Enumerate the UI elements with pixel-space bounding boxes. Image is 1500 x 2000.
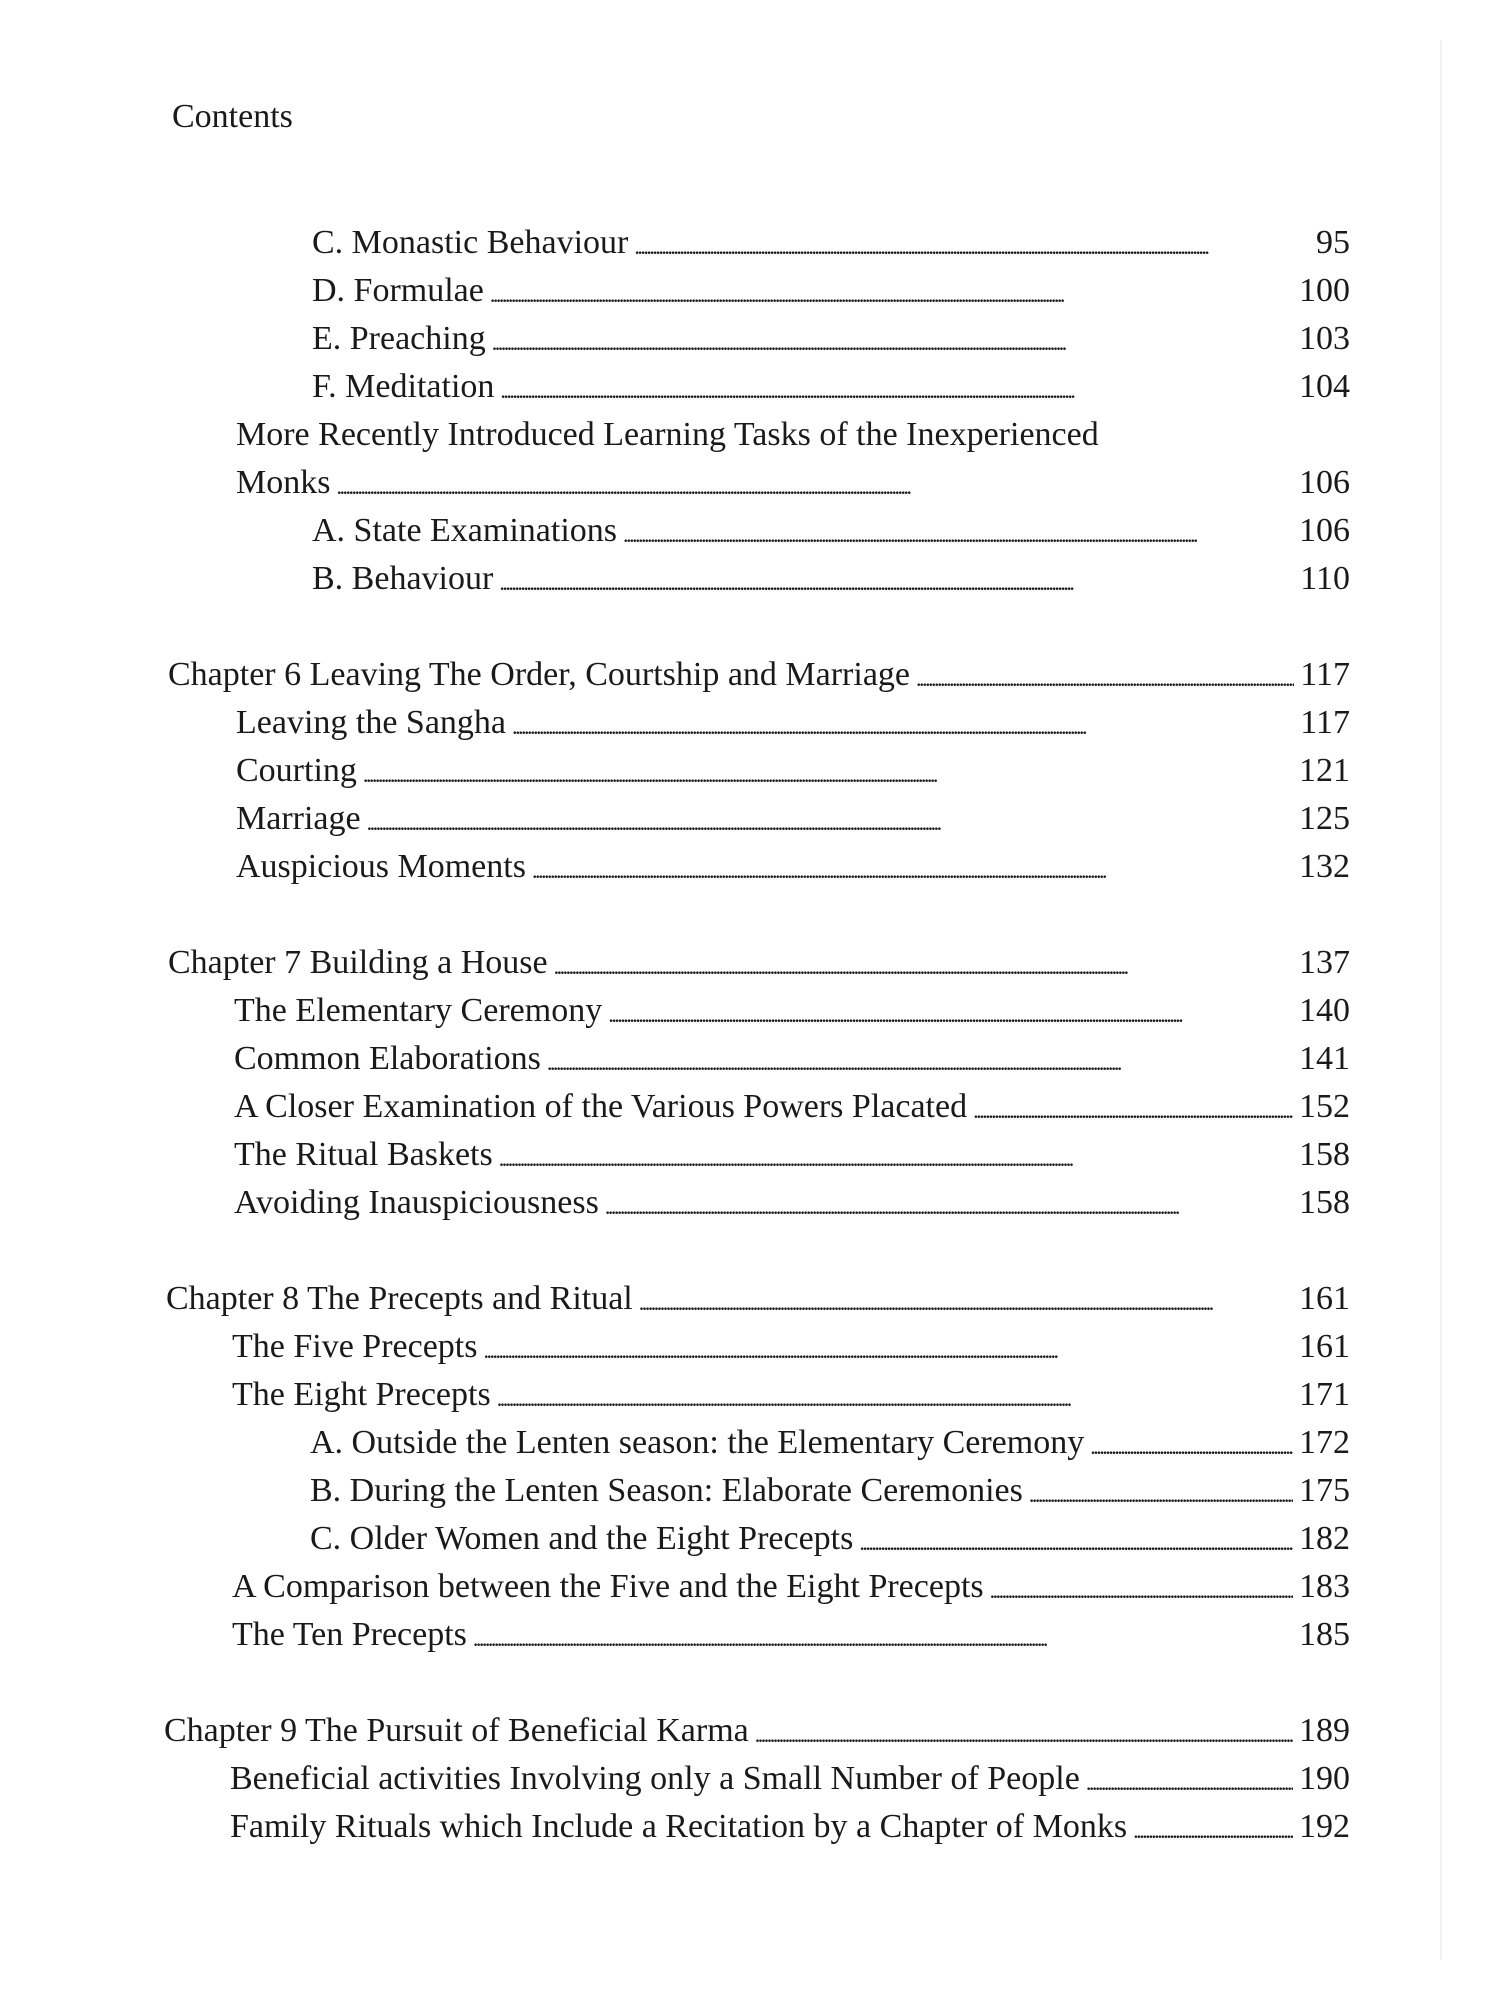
toc-leader bbox=[336, 473, 1293, 504]
toc-chapter-title: Chapter 9 The Pursuit of Beneficial Karma bbox=[164, 1712, 749, 1749]
toc-leader bbox=[499, 569, 1294, 600]
toc-leader bbox=[554, 953, 1293, 984]
toc-entry-title: A. State Examinations bbox=[312, 512, 618, 549]
toc-chapter-title: Chapter 7 Building a House bbox=[168, 944, 548, 981]
toc-entry bbox=[234, 1090, 1350, 1127]
toc-chapter-title: Chapter 6 Leaving The Order, Courtship and Marriage bbox=[168, 656, 911, 693]
toc-entry bbox=[236, 754, 1350, 791]
toc-leader bbox=[484, 1337, 1294, 1368]
toc-entry bbox=[234, 1186, 1350, 1223]
toc-entry bbox=[232, 1570, 1350, 1607]
toc-entry-page: 192 bbox=[1299, 1808, 1350, 1845]
toc-leader bbox=[367, 809, 1293, 840]
toc-entry bbox=[234, 994, 1350, 1031]
toc-entry-title: The Eight Precepts bbox=[232, 1376, 491, 1413]
toc-entry-title: Leaving the Sangha bbox=[236, 704, 507, 741]
toc-entry-title: C. Monastic Behaviour bbox=[312, 224, 629, 261]
toc-leader bbox=[492, 329, 1293, 360]
toc-chapter bbox=[166, 1282, 1350, 1319]
toc-entry-page: 103 bbox=[1299, 320, 1350, 357]
toc-leader bbox=[473, 1625, 1293, 1656]
toc-chapter bbox=[168, 658, 1350, 695]
toc-entry bbox=[312, 274, 1350, 311]
toc-entry-title: The Ritual Baskets bbox=[234, 1136, 493, 1173]
toc-entry-page: 171 bbox=[1299, 1376, 1350, 1413]
toc-entry-title: Auspicious Moments bbox=[236, 848, 526, 885]
toc-entry-title: F. Meditation bbox=[312, 368, 495, 405]
toc-entry-title: Family Rituals which Include a Recitation by a Chapter of Monks bbox=[230, 1808, 1128, 1845]
toc-leader bbox=[634, 233, 1310, 264]
toc-entry-title: Avoiding Inauspiciousness bbox=[234, 1184, 599, 1221]
page-edge bbox=[1440, 40, 1442, 1960]
toc-entry-page: 117 bbox=[1300, 656, 1350, 693]
toc-leader bbox=[973, 1097, 1293, 1128]
toc-entry-page: 190 bbox=[1299, 1760, 1350, 1797]
toc-entry-title: A Closer Examination of the Various Powers Placated bbox=[234, 1088, 968, 1125]
toc-chapter bbox=[168, 946, 1350, 983]
toc-entry-title: The Elementary Ceremony bbox=[234, 992, 603, 1029]
toc-entry-page: 121 bbox=[1299, 752, 1350, 789]
toc-entry-title: The Five Precepts bbox=[232, 1328, 478, 1365]
toc-entry-title: Common Elaborations bbox=[234, 1040, 541, 1077]
toc-entry-title: A Comparison between the Five and the Eight Precepts bbox=[232, 1568, 984, 1605]
toc-leader bbox=[547, 1049, 1293, 1080]
toc-entry-title: C. Older Women and the Eight Precepts bbox=[310, 1520, 854, 1557]
toc-entry-title: Beneficial activities Involving only a Small Number of People bbox=[230, 1760, 1080, 1797]
toc-entry bbox=[234, 1042, 1350, 1079]
toc-entry-page: 158 bbox=[1299, 1136, 1350, 1173]
toc-entry bbox=[236, 706, 1350, 743]
toc-entry-page: 140 bbox=[1299, 992, 1350, 1029]
toc-entry-page: 161 bbox=[1299, 1280, 1350, 1317]
toc-leader bbox=[755, 1721, 1293, 1752]
toc-leader bbox=[859, 1529, 1293, 1560]
toc-leader bbox=[623, 521, 1293, 552]
toc-entry bbox=[312, 370, 1350, 407]
toc-entry bbox=[310, 1522, 1350, 1559]
toc-entry-page: 152 bbox=[1299, 1088, 1350, 1125]
toc-entry-page: 95 bbox=[1316, 224, 1350, 261]
toc-entry-page: 104 bbox=[1299, 368, 1350, 405]
toc-entry bbox=[236, 802, 1350, 839]
toc-entry-title: Marriage bbox=[236, 800, 361, 837]
toc-leader bbox=[1029, 1481, 1293, 1512]
toc-leader bbox=[490, 281, 1293, 312]
page-header: Contents bbox=[172, 98, 293, 135]
toc-entry-page: 185 bbox=[1299, 1616, 1350, 1653]
toc-entry-page: 172 bbox=[1299, 1424, 1350, 1461]
toc-leader bbox=[639, 1289, 1293, 1320]
toc-leader bbox=[363, 761, 1293, 792]
toc-entry-title: A. Outside the Lenten season: the Elementary Ceremony bbox=[310, 1424, 1085, 1461]
toc-leader bbox=[499, 1145, 1293, 1176]
toc-leader bbox=[916, 665, 1294, 696]
toc-entry bbox=[236, 850, 1350, 887]
toc-entry-page: 141 bbox=[1299, 1040, 1350, 1077]
toc-entry-title: D. Formulae bbox=[312, 272, 484, 309]
toc-entry-title: B. Behaviour bbox=[312, 560, 494, 597]
toc-entry-page: 110 bbox=[1300, 560, 1350, 597]
toc-entry-page: 117 bbox=[1300, 704, 1350, 741]
toc-entry-title: E. Preaching bbox=[312, 320, 486, 357]
toc-leader bbox=[532, 857, 1293, 888]
toc-entry bbox=[232, 1330, 1350, 1367]
toc-leader bbox=[497, 1385, 1293, 1416]
toc-entry-page: 106 bbox=[1299, 512, 1350, 549]
toc-entry-title: Monks bbox=[236, 464, 331, 501]
toc-entry-page: 161 bbox=[1299, 1328, 1350, 1365]
toc-entry-page: 158 bbox=[1299, 1184, 1350, 1221]
toc-entry bbox=[232, 1378, 1350, 1415]
toc-leader bbox=[500, 377, 1293, 408]
toc-entry-page: 183 bbox=[1299, 1568, 1350, 1605]
toc-entry-title: More Recently Introduced Learning Tasks of the Inexperienced bbox=[236, 416, 1099, 453]
toc-entry-page: 100 bbox=[1299, 272, 1350, 309]
toc-entry-page: 125 bbox=[1299, 800, 1350, 837]
toc-chapter bbox=[164, 1714, 1350, 1751]
toc-entry-page: 182 bbox=[1299, 1520, 1350, 1557]
toc-entry bbox=[312, 226, 1350, 263]
toc-leader bbox=[990, 1577, 1293, 1608]
toc-entry-title: Courting bbox=[236, 752, 357, 789]
toc-leader bbox=[608, 1001, 1293, 1032]
toc-leader bbox=[1090, 1433, 1293, 1464]
toc-entry bbox=[312, 322, 1350, 359]
toc-entry-page: 106 bbox=[1299, 464, 1350, 501]
toc-entry-page: 175 bbox=[1299, 1472, 1350, 1509]
toc-entry-page: 137 bbox=[1299, 944, 1350, 981]
toc-leader bbox=[1086, 1769, 1293, 1800]
toc-entry-title: B. During the Lenten Season: Elaborate Ceremonies bbox=[310, 1472, 1023, 1509]
toc-entry bbox=[312, 562, 1350, 599]
toc-entry bbox=[312, 514, 1350, 551]
toc-entry bbox=[232, 1618, 1350, 1655]
toc-entry-page: 132 bbox=[1299, 848, 1350, 885]
toc-entry bbox=[236, 466, 1350, 503]
toc-leader bbox=[1133, 1817, 1293, 1848]
toc-entry-title: The Ten Precepts bbox=[232, 1616, 467, 1653]
toc-leader bbox=[605, 1193, 1293, 1224]
toc-leader bbox=[512, 713, 1294, 744]
toc-chapter-title: Chapter 8 The Precepts and Ritual bbox=[166, 1280, 633, 1317]
toc-entry-page: 189 bbox=[1299, 1712, 1350, 1749]
toc-entry bbox=[230, 1810, 1350, 1847]
toc-entry bbox=[310, 1426, 1350, 1463]
toc-entry bbox=[230, 1762, 1350, 1799]
toc-entry bbox=[310, 1474, 1350, 1511]
toc-entry bbox=[234, 1138, 1350, 1175]
